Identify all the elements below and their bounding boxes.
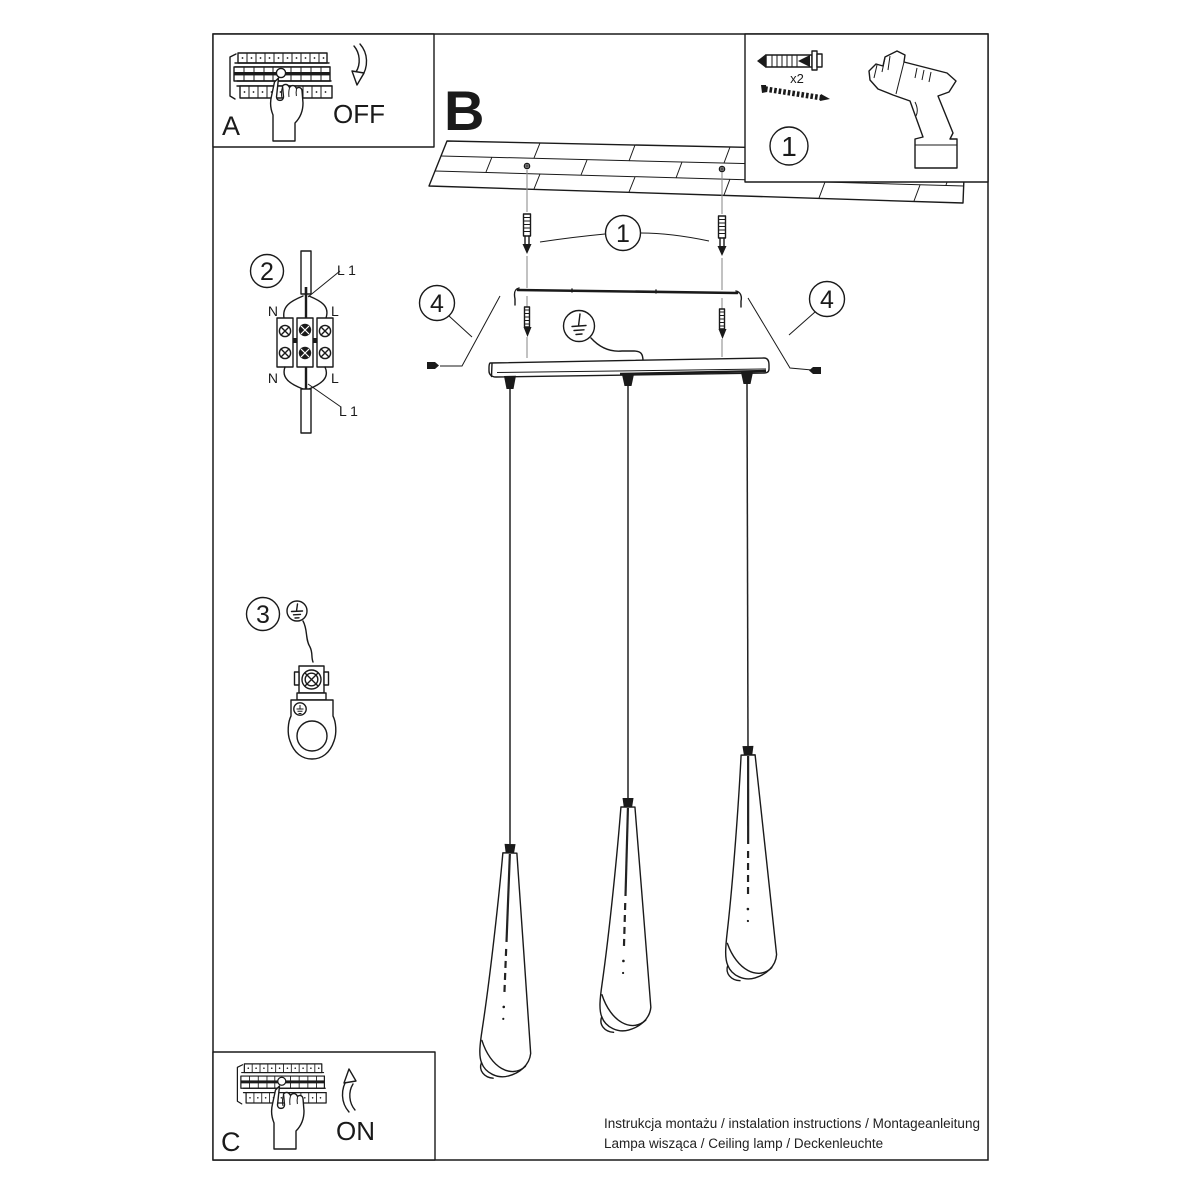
wiring-diagram [251,251,359,433]
step-c-panel [213,1052,435,1160]
ground-terminal-step [247,598,336,760]
label-l1-top: L 1 [337,262,356,278]
step-a-panel [213,34,434,147]
mounting-screw-left [523,214,532,254]
label-a: A [222,111,241,141]
badge-3-label: 3 [256,601,270,629]
ground-mark-icon [287,601,307,621]
pendants [479,384,777,1079]
cord-grip-left [504,376,516,389]
bracket-screw-left [524,307,532,358]
leader-line-1-left [540,234,605,242]
leader-line-1-right [641,233,709,241]
pendant-shade-left [479,843,535,1079]
label-on: ON [336,1116,375,1146]
cable-bottom [301,389,311,433]
label-l-bottom: L [331,370,339,386]
pendant-cord-right [747,384,748,746]
canopy-bar [489,358,769,389]
badge-1-parts-label: 1 [781,131,797,162]
cord-grip-middle [622,374,634,386]
ground-lead-wire [303,621,313,662]
cord-grip-right [741,372,753,384]
ground-bracket [288,700,336,759]
parts-box [745,34,988,182]
label-b: B [444,79,485,142]
label-c: C [221,1127,241,1157]
footer-line1: Instrukcja montażu / instalation instructions / Montageanleitung [604,1116,980,1131]
anchor-quantity: x2 [790,71,804,86]
label-l-top: L [331,303,339,319]
ground-terminal [295,666,329,700]
side-screw-left [427,362,439,369]
pendant-shade-middle [600,798,653,1033]
mounting-screw-right [718,216,727,256]
badge-1-callout-label: 1 [616,220,630,248]
ground-symbol [564,311,644,362]
mounting-hardware [523,170,727,290]
ground-wire [591,338,643,361]
badge-2-label: 2 [260,258,274,286]
label-l1-bottom: L 1 [339,403,358,419]
pendant-shade-right [722,746,777,981]
label-n-bottom: N [267,370,278,386]
label-off: OFF [333,99,385,129]
breaker-panel-icon-c [237,1064,326,1104]
side-screw-right [809,367,821,374]
badge-4-left-label: 4 [430,290,444,318]
footer [604,1116,980,1151]
terminal-block [277,318,333,367]
footer-line2: Lampa wisząca / Ceiling lamp / Deckenleuchte [604,1136,884,1151]
bracket-screw-right [719,309,727,357]
mounting-bracket [514,288,741,358]
label-n-top: N [267,303,278,319]
badge-4-right-label: 4 [820,286,834,314]
